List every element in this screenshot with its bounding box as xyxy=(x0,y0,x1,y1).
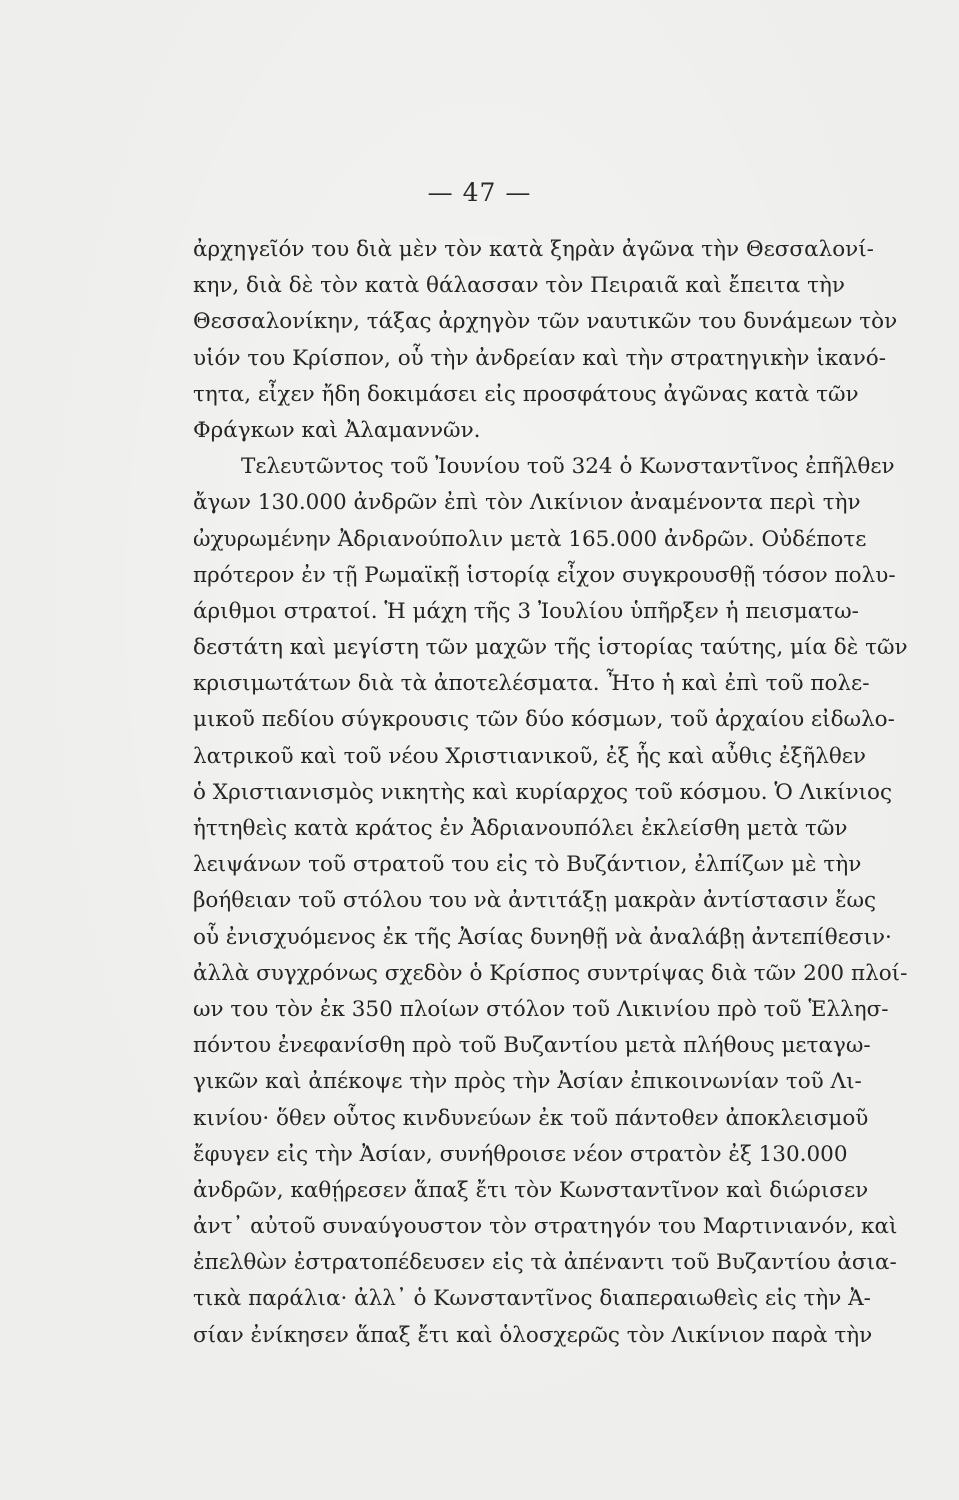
text-line: ἀρχηγεῖόν του διὰ μὲν τὸν κατὰ ξηρὰν ἀγῶνα τὴν Θεσσαλονί- xyxy=(193,237,874,262)
text-line: Θεσσαλονίκην, τάξας ἀρχηγὸν τῶν ναυτικῶν του δυνάμεων τὸν xyxy=(193,309,898,335)
text-line: υἱόν του Κρίσπον, οὗ τὴν ἀνδρείαν καὶ τὴν στρατηγικὴν ἱκανό- xyxy=(193,345,886,371)
text-line: κην, διὰ δὲ τὸν κατὰ θάλασσαν τὸν Πειραιᾶ καὶ ἔπειτα τὴν xyxy=(193,273,845,299)
text-line: πόντου ἐνεφανίσθη πρὸ τοῦ Βυζαντίου μετὰ πλήθους μεταγω- xyxy=(193,1033,871,1059)
text-line: Τελευτῶντος τοῦ Ἰουνίου τοῦ 324 ὁ Κωνσταντῖνος ἐπῆλθεν xyxy=(241,454,895,480)
page-number: — 47 — xyxy=(427,178,532,207)
text-line: Φράγκων καὶ Ἀλαμαννῶν. xyxy=(193,417,481,443)
text-line: άριθμοι στρατοί. Ἡ μάχη τῆς 3 Ἰουλίου ὑπῆρξεν ἡ πεισματω- xyxy=(193,598,859,624)
text-line: ὁ Χριστιανισμὸς νικητὴς καὶ κυρίαρχος τοῦ κόσμου. Ὁ Λικίνιος xyxy=(193,779,892,805)
text-line: τικὰ παράλια· ἀλλ᾽ ὁ Κωνσταντῖνος διαπεραιωθεὶς εἰς τὴν Ἀ- xyxy=(193,1286,871,1312)
text-line: μικοῦ πεδίου σύγκρουσις τῶν δύο κόσμων, τοῦ ἀρχαίου εἰδωλο- xyxy=(193,707,895,733)
text-line: λατρικοῦ καὶ τοῦ νέου Χριστιανικοῦ, ἐξ ἧς καὶ αὖθις ἐξῆλθεν xyxy=(193,743,866,769)
text-line: ἄγων 130.000 ἀνδρῶν ἐπὶ τὸν Λικίνιον ἀναμένοντα περὶ τὴν xyxy=(193,490,861,516)
text-line: λειψάνων τοῦ στρατοῦ του εἰς τὸ Βυζάντιον, ἐλπίζων μὲ τὴν xyxy=(193,852,862,878)
text-line: γικῶν καὶ ἀπέκοψε τὴν πρὸς τὴν Ἀσίαν ἐπικοινωνίαν τοῦ Λι- xyxy=(193,1069,862,1095)
text-line: οὗ ἐνισχυόμενος ἐκ τῆς Ἀσίας δυνηθῇ νὰ ἀναλάβῃ ἀντεπίθεσιν· xyxy=(193,924,892,950)
text-line: ων του τὸν ἐκ 350 πλοίων στόλον τοῦ Λικινίου πρὸ τοῦ Ἑλλησ- xyxy=(193,996,889,1022)
text-line: ἡττηθεὶς κατὰ κράτος ἐν Ἀδριανουπόλει ἐκλείσθη μετὰ τῶν xyxy=(193,816,848,841)
text-line: κινίου· ὅθεν οὗτος κινδυνεύων ἐκ τοῦ πάντοθεν ἀποκλεισμοῦ xyxy=(193,1105,869,1131)
text-line: κρισιμωτάτων διὰ τὰ ἀποτελέσματα. Ἦτο ἡ καὶ ἐπὶ τοῦ πολε- xyxy=(193,671,870,697)
text-line: σίαν ἐνίκησεν ἅπαξ ἔτι καὶ ὁλοσχερῶς τὸν Λικίνιον παρὰ τὴν xyxy=(193,1322,873,1348)
text-line: ἔφυγεν εἰς τὴν Ἀσίαν, συνήθροισε νέον στρατὸν ἐξ 130.000 xyxy=(193,1141,848,1167)
body-text xyxy=(193,232,908,1354)
text-line: βοήθειαν τοῦ στόλου του νὰ ἀντιτάξῃ μακρὰν ἀντίστασιν ἕως xyxy=(193,888,877,914)
text-line: ἀνδρῶν, καθῄρεσεν ἅπαξ ἔτι τὸν Κωνσταντῖνον καὶ διώρισεν xyxy=(193,1177,869,1203)
text-line: ὠχυρωμένην Ἀδριανούπολιν μετὰ 165.000 ἀνδρῶν. Οὐδέποτε xyxy=(193,526,867,552)
text-line: ἀντ᾽ αὐτοῦ συναύγουστον τὸν στρατηγόν του Μαρτινιανόν, καὶ xyxy=(193,1214,898,1240)
text-line: πρότερον ἐν τῇ Ρωμαϊκῇ ἱστορίᾳ εἶχον συγκρουσθῇ τόσον πολυ- xyxy=(193,562,896,588)
text-line: τητα, εἶχεν ἤδη δοκιμάσει εἰς προσφάτους ἀγῶνας κατὰ τῶν xyxy=(193,381,859,407)
text-line: ἐπελθὼν ἐστρατοπέδευσεν εἰς τὰ ἀπέναντι τοῦ Βυζαντίου ἀσια- xyxy=(193,1250,897,1276)
text-line: δεστάτη καὶ μεγίστη τῶν μαχῶν τῆς ἱστορίας ταύτης, μία δὲ τῶν xyxy=(193,635,908,661)
text-line: ἀλλὰ συγχρόνως σχεδὸν ὁ Κρίσπος συντρίψας διὰ τῶν 200 πλοί- xyxy=(193,960,908,986)
